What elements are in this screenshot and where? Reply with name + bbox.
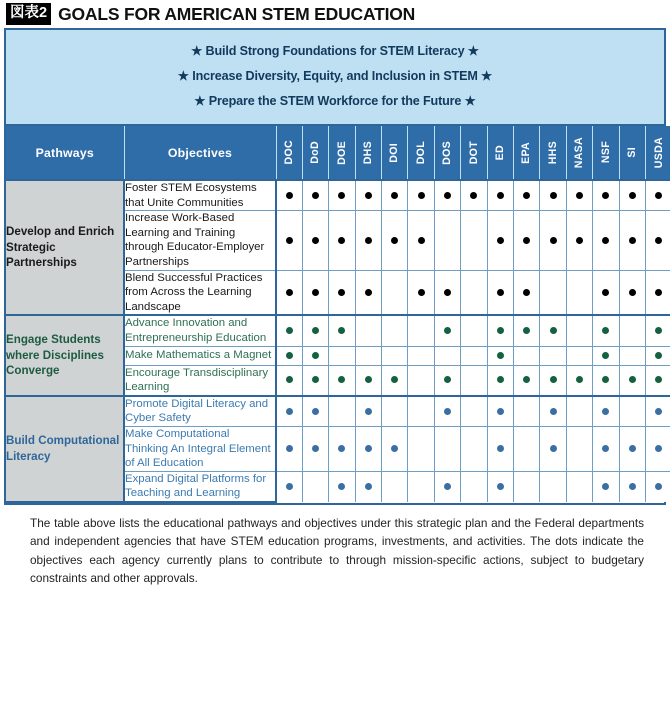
matrix-dot-icon (497, 237, 504, 244)
matrix-dot-cell-filled (619, 180, 645, 211)
matrix-dot-cell-filled (619, 270, 645, 315)
matrix-dot-cell-filled (355, 396, 381, 427)
matrix-dot-icon (312, 327, 319, 334)
matrix-dot-cell-empty (382, 471, 408, 502)
matrix-dot-cell-filled (514, 211, 540, 270)
matrix-dot-icon (602, 352, 609, 359)
matrix-dot-icon (286, 376, 293, 383)
matrix-dot-cell-filled (302, 426, 328, 471)
matrix-dot-icon (655, 289, 662, 296)
matrix-dot-cell-empty (408, 471, 434, 502)
matrix-dot-cell-empty (408, 315, 434, 346)
matrix-dot-cell-filled (302, 211, 328, 270)
matrix-dot-cell-filled (276, 346, 302, 365)
column-header-agency-si: SI (619, 126, 645, 180)
matrix-dot-icon (286, 445, 293, 452)
matrix-dot-cell-filled (487, 365, 513, 396)
pathway-cell: Engage Students where Disciplines Converge (6, 315, 124, 395)
matrix-dot-icon (338, 192, 345, 199)
matrix-dot-icon (338, 237, 345, 244)
matrix-dot-cell-filled (593, 426, 619, 471)
objective-cell: Make Mathematics a Magnet (124, 346, 276, 365)
matrix-dot-icon (391, 237, 398, 244)
matrix-dot-cell-filled (355, 270, 381, 315)
matrix-dot-cell-empty (434, 346, 460, 365)
matrix-dot-icon (629, 237, 636, 244)
objective-cell: Encourage Transdisciplinary Learning (124, 365, 276, 396)
matrix-dot-cell-filled (329, 180, 355, 211)
matrix-dot-icon (286, 237, 293, 244)
matrix-dot-cell-empty (514, 396, 540, 427)
matrix-dot-icon (312, 408, 319, 415)
matrix-dot-cell-empty (461, 471, 487, 502)
matrix-dot-icon (444, 192, 451, 199)
matrix-dot-cell-filled (329, 211, 355, 270)
matrix-dot-cell-empty (619, 346, 645, 365)
matrix-dot-cell-empty (461, 270, 487, 315)
matrix-dot-cell-filled (645, 471, 670, 502)
matrix-dot-icon (444, 289, 451, 296)
matrix-dot-cell-filled (619, 471, 645, 502)
matrix-dot-cell-filled (593, 180, 619, 211)
matrix-dot-cell-empty (382, 270, 408, 315)
matrix-dot-icon (497, 289, 504, 296)
matrix-dot-icon (655, 445, 662, 452)
matrix-dot-cell-filled (619, 426, 645, 471)
matrix-dot-icon (550, 408, 557, 415)
column-header-agency-doi: DOI (382, 126, 408, 180)
matrix-dot-cell-filled (593, 471, 619, 502)
matrix-dot-cell-filled (302, 315, 328, 346)
matrix-dot-icon (365, 237, 372, 244)
matrix-dot-icon (523, 237, 530, 244)
matrix-dot-icon (602, 483, 609, 490)
matrix-dot-icon (629, 289, 636, 296)
column-header-agency-dot: DOT (461, 126, 487, 180)
objective-cell: Increase Work-Based Learning and Training through Educator-Employer Partnerships (124, 211, 276, 270)
matrix-dot-cell-filled (540, 315, 566, 346)
matrix-dot-cell-filled (408, 211, 434, 270)
matrix-dot-cell-filled (329, 426, 355, 471)
matrix-dot-icon (497, 483, 504, 490)
objective-cell: Blend Successful Practices from Across the Learning Landscape (124, 270, 276, 315)
matrix-dot-icon (576, 192, 583, 199)
column-header-objectives: Objectives (124, 126, 276, 180)
matrix-dot-cell-empty (566, 426, 592, 471)
matrix-dot-cell-filled (355, 180, 381, 211)
matrix-dot-cell-empty (329, 346, 355, 365)
matrix-dot-icon (629, 483, 636, 490)
matrix-dot-cell-filled (329, 365, 355, 396)
matrix-dot-cell-filled (487, 180, 513, 211)
matrix-dot-icon (629, 445, 636, 452)
matrix-dot-cell-filled (434, 471, 460, 502)
matrix-dot-cell-filled (593, 315, 619, 346)
matrix-dot-icon (497, 445, 504, 452)
matrix-dot-cell-empty (355, 346, 381, 365)
matrix-dot-cell-empty (619, 315, 645, 346)
matrix-dot-cell-filled (514, 270, 540, 315)
matrix-dot-icon (312, 376, 319, 383)
matrix-dot-cell-filled (355, 211, 381, 270)
matrix-dot-cell-filled (487, 471, 513, 502)
matrix-dot-cell-empty (461, 211, 487, 270)
matrix-dot-icon (523, 289, 530, 296)
column-header-agency-hhs: HHS (540, 126, 566, 180)
matrix-dot-icon (602, 376, 609, 383)
matrix-dot-icon (418, 192, 425, 199)
matrix-dot-cell-filled (514, 365, 540, 396)
column-header-agency-nasa: NASA (566, 126, 592, 180)
matrix-dot-cell-filled (382, 365, 408, 396)
matrix-dot-cell-empty (566, 270, 592, 315)
matrix-dot-cell-empty (461, 365, 487, 396)
column-header-agency-dod: DoD (302, 126, 328, 180)
matrix-dot-icon (602, 408, 609, 415)
matrix-dot-icon (655, 352, 662, 359)
matrix-dot-cell-filled (645, 346, 670, 365)
figure-number-badge: 図表2 (6, 3, 51, 25)
matrix-dot-cell-empty (408, 365, 434, 396)
matrix-dot-icon (602, 327, 609, 334)
matrix-dot-cell-empty (514, 346, 540, 365)
matrix-dot-cell-filled (382, 211, 408, 270)
matrix-dot-cell-filled (540, 211, 566, 270)
matrix-dot-icon (629, 376, 636, 383)
matrix-dot-icon (602, 192, 609, 199)
matrix-dot-icon (655, 376, 662, 383)
matrix-dot-icon (391, 376, 398, 383)
matrix-dot-icon (602, 445, 609, 452)
matrix-dot-icon (444, 483, 451, 490)
matrix-dot-icon (497, 408, 504, 415)
matrix-header (6, 126, 670, 180)
matrix-dot-cell-filled (593, 346, 619, 365)
matrix-dot-cell-filled (540, 426, 566, 471)
column-header-pathways: Pathways (6, 126, 124, 180)
matrix-dot-cell-filled (276, 211, 302, 270)
matrix-dot-cell-filled (434, 270, 460, 315)
matrix-dot-icon (602, 289, 609, 296)
matrix-dot-icon (338, 445, 345, 452)
matrix-dot-icon (576, 237, 583, 244)
matrix-dot-cell-empty (619, 396, 645, 427)
matrix-dot-icon (602, 237, 609, 244)
matrix-dot-cell-filled (487, 346, 513, 365)
matrix-dot-cell-filled (540, 365, 566, 396)
matrix-dot-cell-empty (540, 346, 566, 365)
matrix-dot-icon (655, 327, 662, 334)
matrix-dot-icon (444, 327, 451, 334)
matrix-dot-icon (550, 192, 557, 199)
matrix-dot-icon (312, 237, 319, 244)
matrix-dot-cell-empty (382, 346, 408, 365)
objective-cell: Make Computational Thinking An Integral Element of All Education (124, 426, 276, 471)
column-header-agency-ed: ED (487, 126, 513, 180)
matrix-dot-cell-empty (566, 396, 592, 427)
matrix-dot-icon (523, 376, 530, 383)
matrix-dot-cell-filled (329, 270, 355, 315)
matrix-dot-cell-filled (276, 396, 302, 427)
matrix-dot-icon (444, 408, 451, 415)
matrix-dot-cell-filled (382, 180, 408, 211)
matrix-dot-icon (338, 376, 345, 383)
matrix-dot-icon (629, 192, 636, 199)
matrix-dot-icon (365, 289, 372, 296)
matrix-dot-cell-filled (645, 365, 670, 396)
matrix-dot-cell-filled (355, 365, 381, 396)
matrix-dot-icon (391, 192, 398, 199)
matrix-dot-cell-empty (408, 346, 434, 365)
matrix-dot-cell-filled (434, 396, 460, 427)
matrix-dot-cell-filled (276, 315, 302, 346)
matrix-dot-cell-filled (408, 270, 434, 315)
matrix-dot-icon (655, 192, 662, 199)
matrix-dot-cell-filled (540, 180, 566, 211)
matrix-dot-cell-filled (434, 180, 460, 211)
matrix-dot-cell-empty (566, 315, 592, 346)
matrix-dot-icon (550, 327, 557, 334)
matrix-dot-cell-filled (276, 365, 302, 396)
matrix-dot-icon (576, 376, 583, 383)
matrix-dot-cell-empty (566, 346, 592, 365)
matrix-dot-cell-filled (302, 365, 328, 396)
matrix-dot-cell-filled (302, 270, 328, 315)
objective-cell: Promote Digital Literacy and Cyber Safety (124, 396, 276, 427)
matrix-dot-cell-filled (329, 315, 355, 346)
matrix-dot-icon (655, 408, 662, 415)
page-title: GOALS FOR AMERICAN STEM EDUCATION (58, 3, 416, 24)
goals-banner (6, 30, 664, 126)
matrix-dot-icon (497, 192, 504, 199)
column-header-agency-nsf: NSF (593, 126, 619, 180)
column-header-agency-dhs: DHS (355, 126, 381, 180)
objective-cell: Foster STEM Ecosystems that Unite Communities (124, 180, 276, 211)
matrix-dot-icon (286, 352, 293, 359)
column-header-agency-epa: EPA (514, 126, 540, 180)
matrix-dot-cell-filled (566, 180, 592, 211)
matrix-body (6, 180, 670, 502)
matrix-dot-cell-filled (382, 426, 408, 471)
matrix-dot-cell-empty (461, 346, 487, 365)
matrix-dot-cell-filled (276, 426, 302, 471)
matrix-dot-icon (418, 237, 425, 244)
matrix-dot-cell-empty (434, 426, 460, 471)
matrix-dot-icon (286, 483, 293, 490)
matrix-dot-icon (550, 237, 557, 244)
matrix-dot-cell-filled (540, 396, 566, 427)
matrix-dot-icon (312, 289, 319, 296)
objective-cell: Advance Innovation and Entrepreneurship Education (124, 315, 276, 346)
matrix-dot-cell-filled (434, 315, 460, 346)
matrix-dot-cell-filled (487, 426, 513, 471)
matrix-dot-icon (655, 483, 662, 490)
matrix-dot-cell-filled (276, 180, 302, 211)
goal-line-3: ★ Prepare the STEM Workforce for the Future ★ (194, 94, 476, 108)
column-header-agency-doc: DOC (276, 126, 302, 180)
matrix-dot-icon (365, 483, 372, 490)
matrix-dot-icon (497, 352, 504, 359)
matrix-dot-cell-empty (382, 396, 408, 427)
matrix-dot-cell-filled (593, 396, 619, 427)
matrix-dot-cell-empty (408, 426, 434, 471)
matrix-dot-icon (286, 192, 293, 199)
matrix-dot-cell-filled (487, 315, 513, 346)
matrix-dot-cell-filled (355, 426, 381, 471)
matrix-dot-icon (523, 327, 530, 334)
matrix-dot-cell-empty (540, 270, 566, 315)
matrix-dot-cell-filled (645, 180, 670, 211)
matrix-dot-cell-empty (461, 426, 487, 471)
matrix-dot-icon (655, 237, 662, 244)
matrix-dot-icon (338, 483, 345, 490)
column-header-agency-dos: DOS (434, 126, 460, 180)
matrix-dot-cell-filled (593, 365, 619, 396)
matrix-dot-icon (365, 445, 372, 452)
matrix-dot-cell-filled (645, 426, 670, 471)
table-row (6, 396, 670, 427)
matrix-dot-cell-filled (487, 211, 513, 270)
matrix-dot-cell-filled (514, 315, 540, 346)
matrix-dot-cell-filled (593, 270, 619, 315)
matrix-dot-cell-empty (461, 396, 487, 427)
matrix-dot-icon (444, 376, 451, 383)
matrix-dot-cell-empty (408, 396, 434, 427)
matrix-dot-cell-filled (566, 365, 592, 396)
goal-line-1: ★ Build Strong Foundations for STEM Literacy ★ (191, 44, 479, 58)
column-header-agency-usda: USDA (645, 126, 670, 180)
matrix-header-row (6, 126, 670, 180)
matrix-dot-icon (497, 376, 504, 383)
figure-title-bar (0, 0, 670, 26)
matrix-dot-cell-empty (302, 471, 328, 502)
matrix-dot-cell-filled (276, 270, 302, 315)
matrix-dot-icon (338, 289, 345, 296)
matrix-dot-icon (365, 192, 372, 199)
matrix-dot-icon (365, 376, 372, 383)
stem-goals-matrix (6, 126, 670, 503)
matrix-dot-cell-empty (434, 211, 460, 270)
matrix-dot-icon (391, 445, 398, 452)
matrix-dot-icon (312, 445, 319, 452)
matrix-dot-cell-filled (302, 396, 328, 427)
matrix-dot-icon (418, 289, 425, 296)
matrix-dot-cell-filled (276, 471, 302, 502)
matrix-dot-cell-empty (566, 471, 592, 502)
table-row (6, 315, 670, 346)
figure-footnote: The table above lists the educational pathways and objectives under this strategic plan and the Federal departments and independent agencies that have STEM education programs, investments, and activities. The dots indicate the objectives each agency currently plans to contribute to through mission-specific actions, subject to budgetary constraints and other approvals. (30, 515, 644, 586)
figure-table-frame (4, 28, 666, 505)
matrix-dot-cell-filled (487, 396, 513, 427)
matrix-dot-icon (365, 408, 372, 415)
matrix-dot-cell-filled (566, 211, 592, 270)
matrix-dot-cell-filled (619, 365, 645, 396)
objective-cell: Expand Digital Platforms for Teaching and Learning (124, 471, 276, 502)
matrix-dot-icon (523, 192, 530, 199)
matrix-dot-icon (312, 192, 319, 199)
matrix-dot-icon (312, 352, 319, 359)
matrix-dot-cell-filled (434, 365, 460, 396)
matrix-dot-cell-empty (382, 315, 408, 346)
matrix-dot-icon (470, 192, 477, 199)
matrix-dot-cell-filled (408, 180, 434, 211)
matrix-dot-cell-filled (329, 471, 355, 502)
matrix-dot-cell-empty (329, 396, 355, 427)
goal-line-2: ★ Increase Diversity, Equity, and Inclusion in STEM ★ (177, 69, 493, 83)
matrix-dot-icon (550, 445, 557, 452)
matrix-dot-cell-filled (461, 180, 487, 211)
column-header-agency-doe: DOE (329, 126, 355, 180)
matrix-dot-cell-filled (645, 315, 670, 346)
matrix-dot-cell-empty (355, 315, 381, 346)
table-row (6, 180, 670, 211)
matrix-dot-cell-filled (645, 211, 670, 270)
column-header-agency-dol: DOL (408, 126, 434, 180)
matrix-dot-cell-filled (487, 270, 513, 315)
pathway-cell: Build Computational Literacy (6, 396, 124, 502)
matrix-dot-cell-filled (514, 180, 540, 211)
matrix-dot-icon (286, 408, 293, 415)
matrix-dot-cell-filled (593, 211, 619, 270)
matrix-dot-cell-empty (514, 426, 540, 471)
matrix-dot-cell-filled (619, 211, 645, 270)
matrix-dot-icon (286, 289, 293, 296)
matrix-dot-cell-empty (540, 471, 566, 502)
pathway-cell: Develop and Enrich Strategic Partnerships (6, 180, 124, 315)
matrix-dot-cell-filled (302, 346, 328, 365)
matrix-dot-cell-filled (302, 180, 328, 211)
matrix-dot-icon (338, 327, 345, 334)
matrix-dot-cell-filled (645, 396, 670, 427)
matrix-dot-cell-empty (514, 471, 540, 502)
matrix-dot-cell-filled (355, 471, 381, 502)
matrix-dot-icon (497, 327, 504, 334)
matrix-dot-icon (286, 327, 293, 334)
matrix-dot-cell-filled (645, 270, 670, 315)
matrix-dot-cell-empty (461, 315, 487, 346)
matrix-dot-icon (550, 376, 557, 383)
